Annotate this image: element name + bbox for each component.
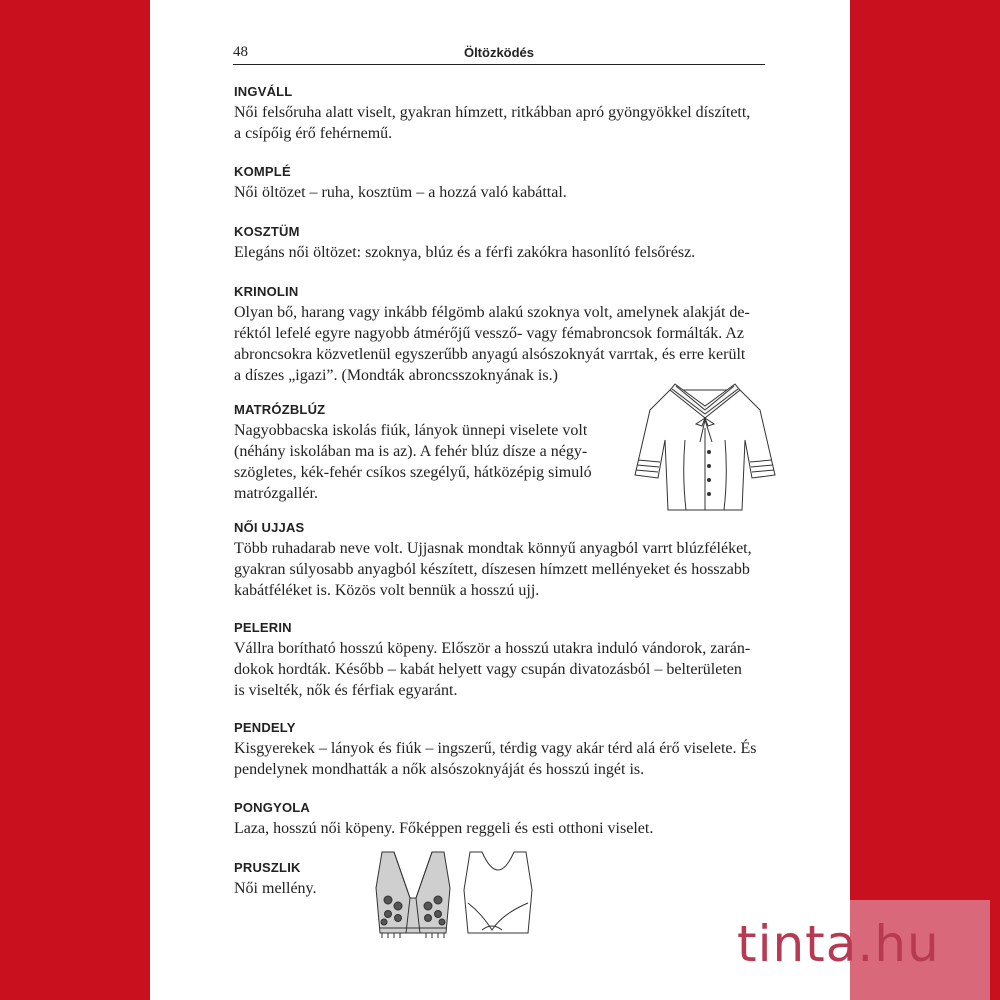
entry-definition: Női felsőruha alatt viselt, gyakran hímzett, ritkábban apró gyöngyökkel díszített, a csípőig érő fehérnemű. xyxy=(234,104,751,142)
entry-kosztum xyxy=(234,224,695,263)
entry-term: INGVÁLL xyxy=(234,84,293,99)
entry-definition: Női öltözet – ruha, kosztüm – a hozzá való kabáttal. xyxy=(234,184,567,201)
entry-term: KOSZTÜM xyxy=(234,224,300,239)
entry-term: PENDELY xyxy=(234,720,296,735)
vest-illustrations xyxy=(370,848,540,943)
sailor-blouse-illustration xyxy=(630,380,780,520)
entry-definition: Kisgyerekek – lányok és fiúk – ingszerű, térdig vagy akár térd alá érő viselete. És pendelynek mondhatták a nők alsószoknyáját és hosszú ingét is. xyxy=(234,740,757,778)
page-number: 48 xyxy=(233,44,248,60)
entry-komple xyxy=(234,164,567,203)
entry-term: PELERIN xyxy=(234,620,292,635)
entry-matrozbluz xyxy=(234,402,592,504)
entry-term: MATRÓZBLÚZ xyxy=(234,402,326,417)
entry-ingvall xyxy=(234,84,750,144)
running-title: Öltözködés xyxy=(463,45,535,60)
entry-definition: Olyan bő, harang vagy inkább félgömb alakú szoknya volt, amelynek alakját de- réktól lefelé egyre nagyobb átmérőjű vessző- vagy fémabroncsok formálták. Az abroncsokra közvetlenül egyszerűbb anyagú alsószoknyát varrtak, és erre került a díszes „igazi”. (Mondták abroncsszoknyának is.) xyxy=(234,304,750,384)
running-header xyxy=(233,42,765,65)
entry-term: KOMPLÉ xyxy=(234,164,291,179)
entry-term: PONGYOLA xyxy=(234,800,310,815)
entry-definition: Vállra borítható hosszú köpeny. Először a hosszú utakra induló vándorok, zarán- dokok hordták. Később – kabát helyett vagy csupán divatozásból – belterületen is viselték, nők és férfiak egyaránt. xyxy=(234,640,751,699)
entry-term: NŐI UJJAS xyxy=(234,520,305,535)
entry-pelerin xyxy=(234,620,750,701)
entry-pruszlik xyxy=(234,860,317,899)
entry-definition: Laza, hosszú női köpeny. Főképpen reggeli és esti otthoni viselet. xyxy=(234,820,654,837)
entry-krinolin xyxy=(234,284,750,386)
entry-definition: Elegáns női öltözet: szoknya, blúz és a férfi zakókra hasonlító felsőrész. xyxy=(234,244,696,261)
entry-term: KRINOLIN xyxy=(234,284,299,299)
book-page xyxy=(150,0,850,1000)
entry-definition: Női mellény. xyxy=(234,880,317,897)
entry-pongyola xyxy=(234,800,653,839)
watermark-logo: tinta.hu xyxy=(737,915,940,973)
entry-noi-ujjas xyxy=(234,520,752,601)
entry-pendely xyxy=(234,720,756,780)
entry-definition: Több ruhadarab neve volt. Ujjasnak mondtak könnyű anyagból varrt blúzféléket, gyakran súlyosabb anyagból készített, díszesen hímzett mellényeket és hosszabb kabátféléket is. Közös volt bennük a hosszú ujj. xyxy=(234,540,752,599)
entry-definition: Nagyobbacska iskolás fiúk, lányok ünnepi viselete volt (néhány iskolában ma is az). A fehér blúz dísze a négy- szögletes, kék-fehér csíkos szegélyű, hátközépig simuló matrózgallér. xyxy=(234,422,592,502)
entry-term: PRUSZLIK xyxy=(234,860,301,875)
